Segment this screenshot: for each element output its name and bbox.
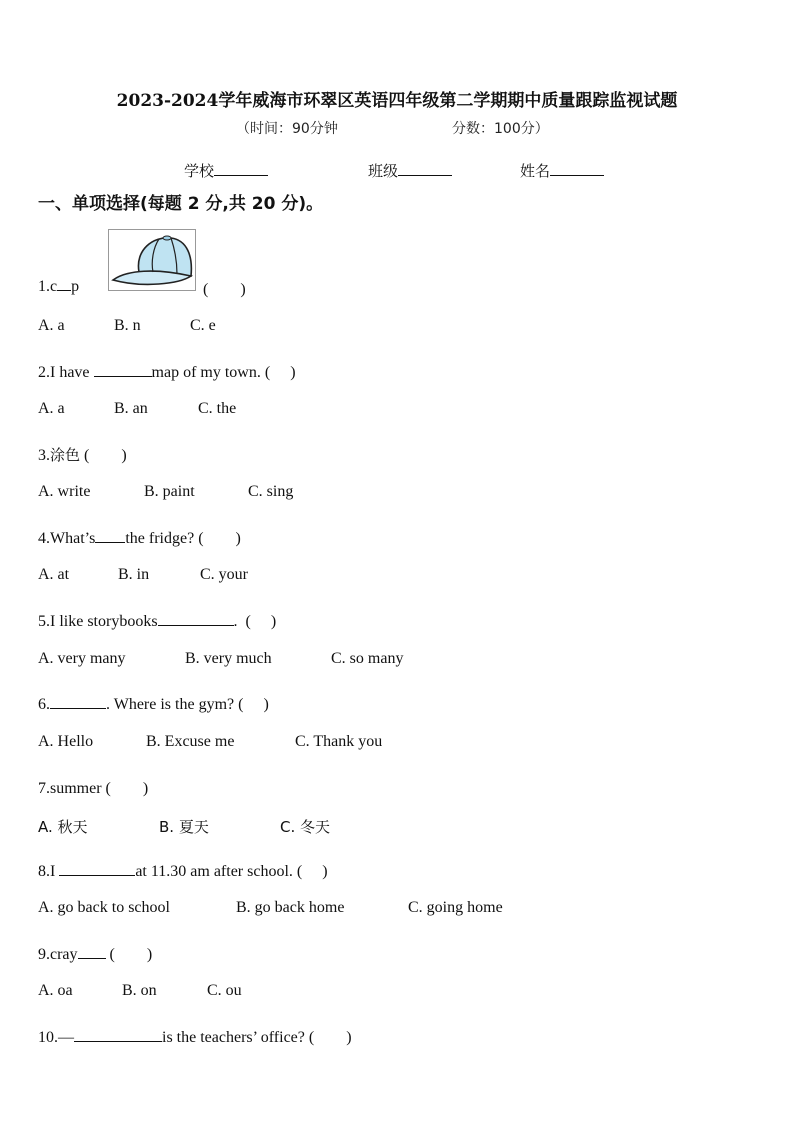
- option-a[interactable]: A. a: [38, 400, 65, 417]
- page-title: 2023-2024学年威海市环翠区英语四年级第二学期期中质量跟踪监视试题: [116, 91, 678, 111]
- option-a[interactable]: A. very many: [38, 650, 126, 667]
- time-info: （时间：90分钟: [236, 121, 338, 137]
- option-b[interactable]: B. paint: [144, 483, 195, 500]
- question-10: 10.— is the teachers’ office? ( ): [38, 1029, 352, 1046]
- option-a[interactable]: A. at: [38, 566, 70, 583]
- option-b[interactable]: B. an: [114, 400, 148, 417]
- school-blank[interactable]: [214, 161, 268, 176]
- answer-blank[interactable]: [59, 861, 135, 876]
- option-b[interactable]: B. very much: [185, 650, 272, 667]
- answer-paren[interactable]: ( ): [203, 281, 246, 298]
- option-a[interactable]: A. 秋天: [38, 818, 88, 836]
- question-9: 9.cray ( ): [38, 946, 153, 963]
- answer-blank[interactable]: [158, 611, 234, 626]
- answer-paren[interactable]: ( ): [105, 780, 149, 797]
- option-b[interactable]: B. in: [118, 566, 150, 583]
- question-4: 4.What’s the fridge? ( ): [38, 530, 241, 547]
- answer-blank[interactable]: [94, 362, 152, 377]
- answer-blank[interactable]: [57, 276, 71, 291]
- section-title: 一、单项选择(每题 2 分,共 20 分)。: [38, 194, 324, 214]
- option-b[interactable]: B. on: [122, 982, 157, 999]
- cap-icon: [108, 229, 196, 291]
- answer-blank[interactable]: [78, 944, 106, 959]
- option-c[interactable]: C. sing: [248, 483, 294, 500]
- question-6: 6. . Where is the gym? ( ): [38, 696, 269, 713]
- answer-blank[interactable]: [50, 694, 106, 709]
- option-a[interactable]: A. go back to school: [38, 899, 170, 916]
- answer-paren[interactable]: ( ): [238, 696, 269, 713]
- option-b[interactable]: B. Excuse me: [146, 733, 235, 750]
- name-label: 姓名: [520, 162, 551, 180]
- option-c[interactable]: C. so many: [331, 650, 404, 667]
- option-b[interactable]: B. n: [114, 317, 141, 334]
- option-c[interactable]: C. e: [190, 317, 216, 334]
- score-info: 分数：100分）: [452, 121, 549, 137]
- answer-blank[interactable]: [95, 528, 125, 543]
- option-a[interactable]: A. oa: [38, 982, 73, 999]
- school-field[interactable]: [184, 160, 268, 181]
- answer-paren[interactable]: ( ): [308, 1029, 352, 1046]
- question-7: 7.summer ( ): [38, 780, 149, 797]
- class-label: 班级: [368, 162, 399, 180]
- option-c[interactable]: C. Thank you: [295, 733, 383, 750]
- question-5: 5.I like storybooks . ( ): [38, 613, 277, 630]
- question-3: 3.涂色 ( ): [38, 446, 127, 464]
- option-c[interactable]: C. ou: [207, 982, 242, 999]
- option-b[interactable]: B. go back home: [236, 899, 345, 916]
- answer-paren[interactable]: ( ): [264, 364, 296, 381]
- name-blank[interactable]: [550, 161, 604, 176]
- answer-paren[interactable]: ( ): [198, 530, 241, 547]
- option-a[interactable]: A. Hello: [38, 733, 94, 750]
- option-a[interactable]: A. write: [38, 483, 91, 500]
- school-label: 学校: [184, 162, 215, 180]
- question-8: 8.I at 11.30 am after school. ( ): [38, 863, 328, 880]
- answer-blank[interactable]: [74, 1027, 162, 1042]
- answer-paren[interactable]: ( ): [109, 946, 153, 963]
- option-b[interactable]: B. 夏天: [159, 818, 209, 836]
- question-2: 2.I have map of my town. ( ): [38, 364, 296, 381]
- option-c[interactable]: C. your: [200, 566, 248, 583]
- class-field[interactable]: [368, 160, 452, 181]
- answer-paren[interactable]: ( ): [296, 863, 328, 880]
- name-field[interactable]: [520, 160, 604, 181]
- option-c[interactable]: C. 冬天: [280, 818, 331, 836]
- answer-paren[interactable]: ( ): [245, 613, 277, 630]
- class-blank[interactable]: [398, 161, 452, 176]
- option-c[interactable]: C. the: [198, 400, 237, 417]
- answer-paren[interactable]: ( ): [84, 447, 127, 464]
- question-1: 1.c p: [38, 278, 80, 295]
- option-c[interactable]: C. going home: [408, 899, 503, 916]
- option-a[interactable]: A. a: [38, 317, 65, 334]
